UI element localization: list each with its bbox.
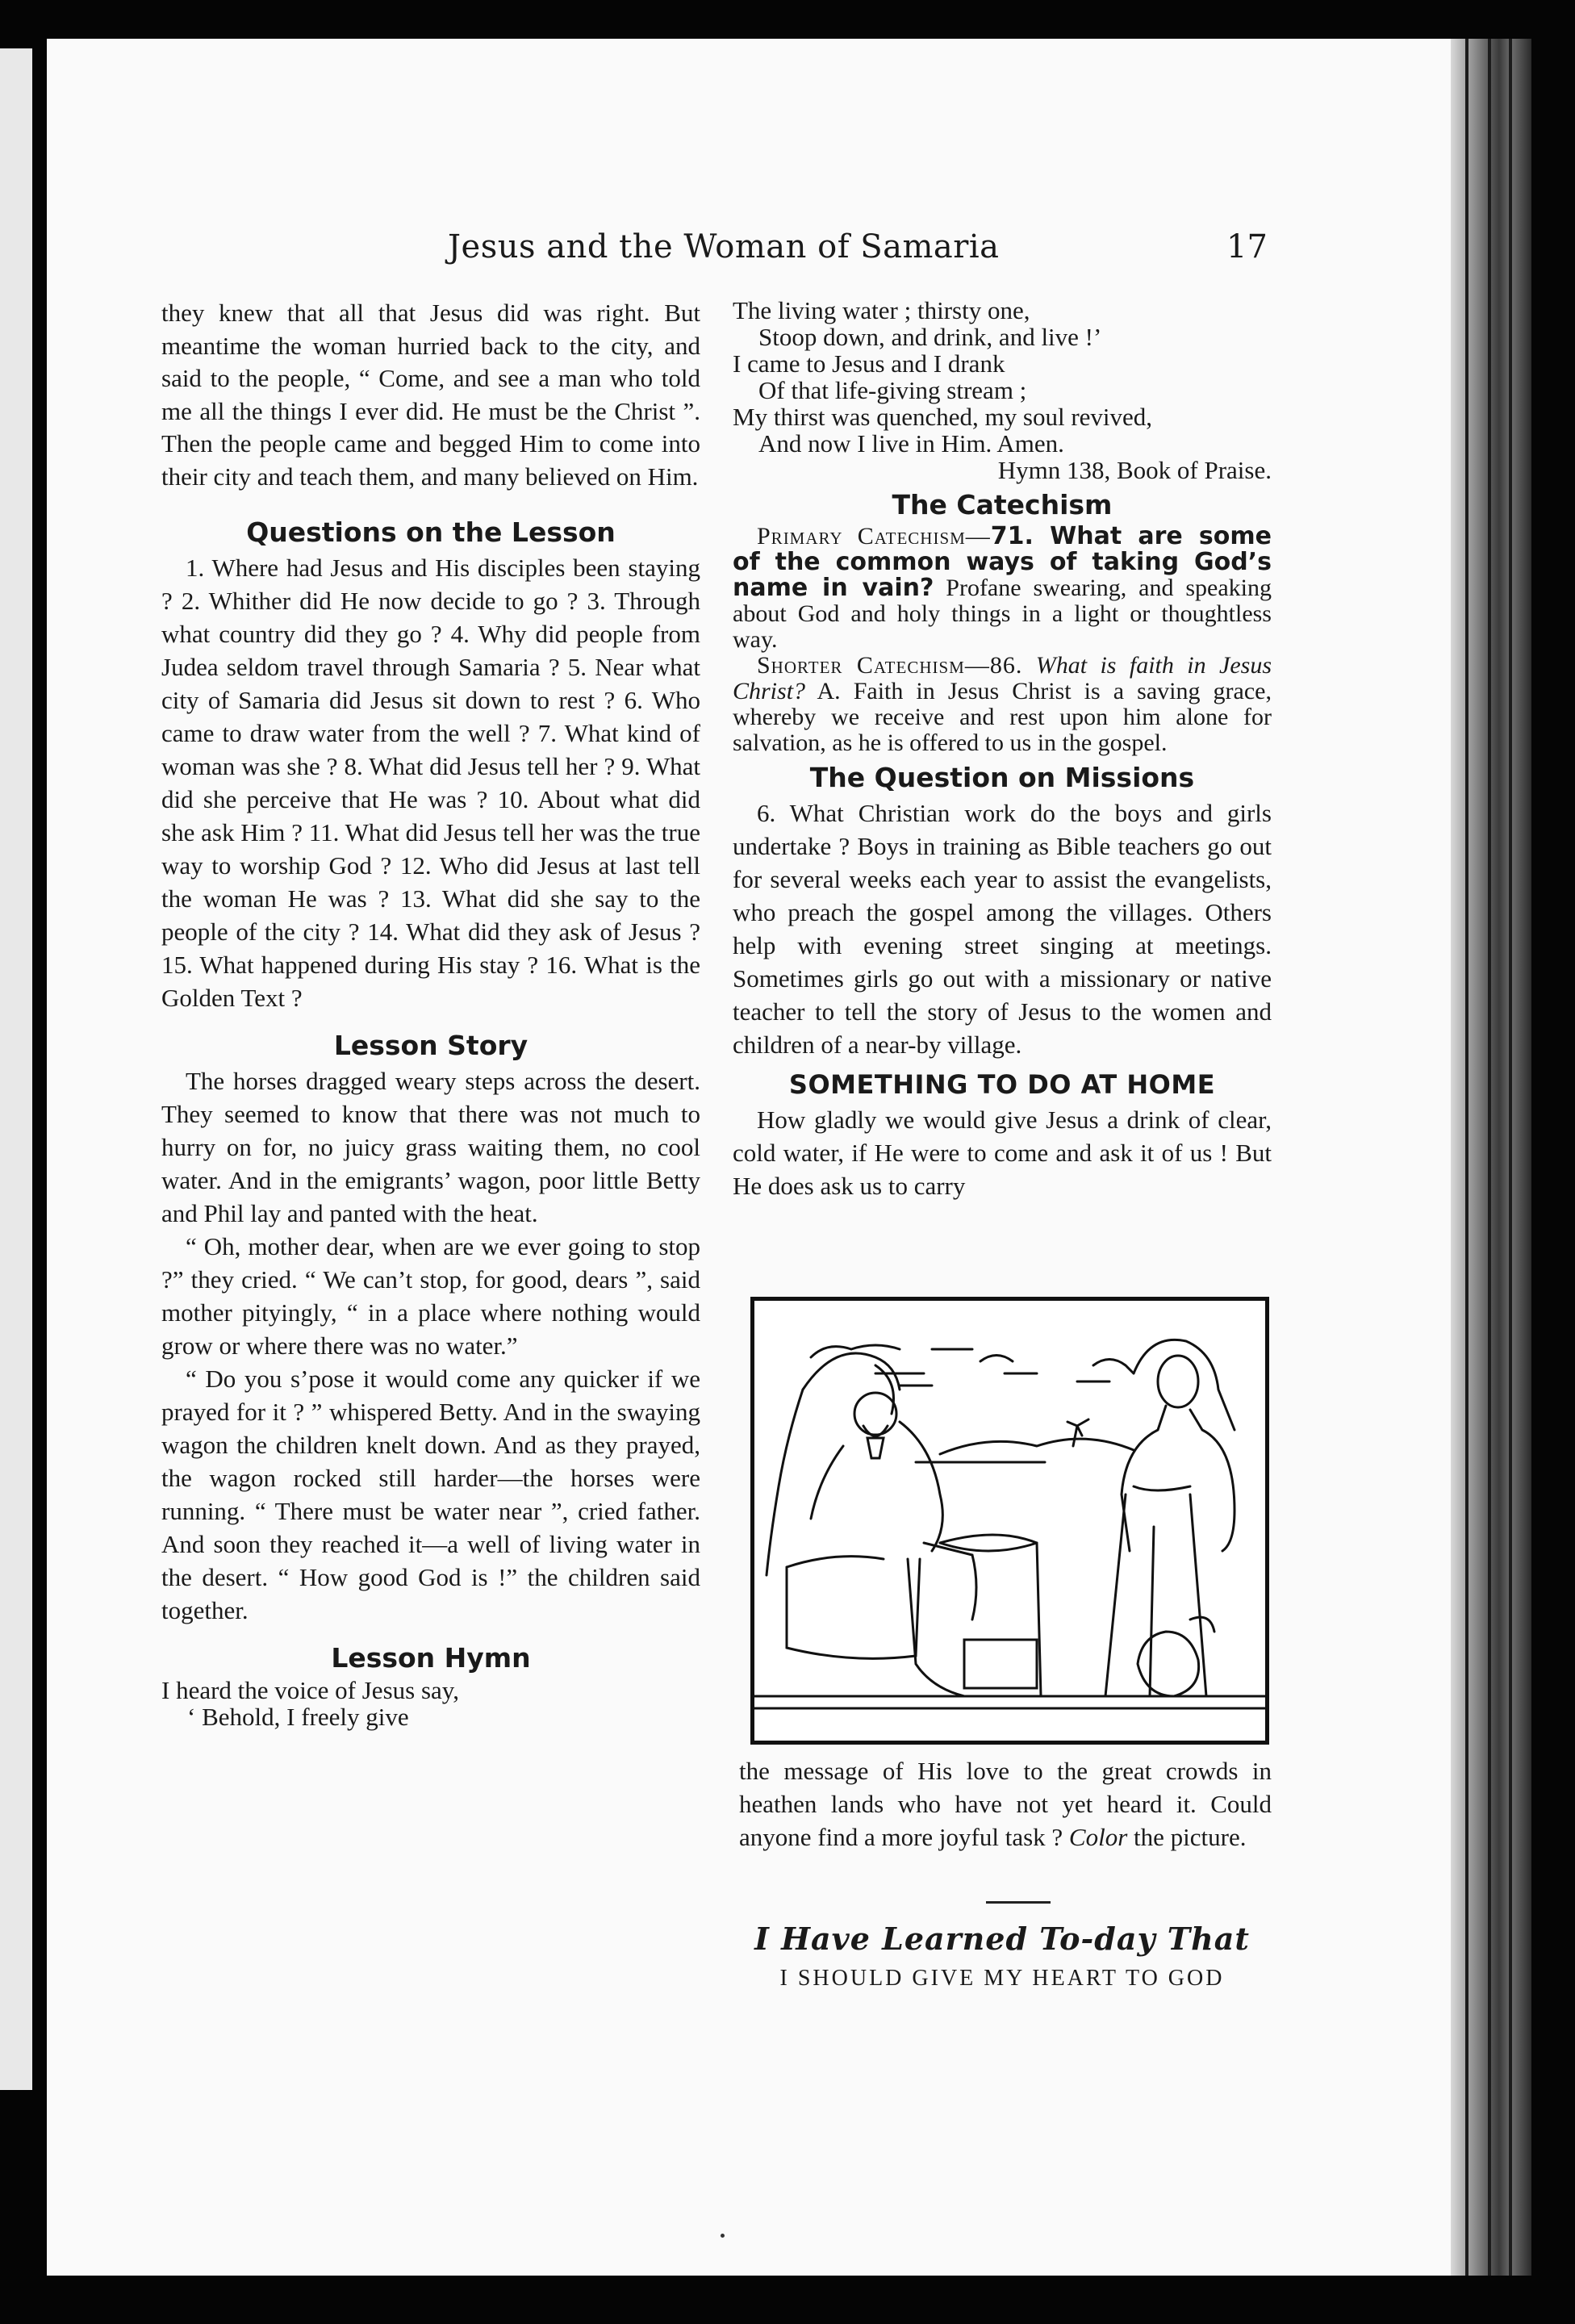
color-instruction: Color (1068, 1823, 1128, 1851)
lesson-hymn-heading: Lesson Hymn (331, 1642, 531, 1674)
hymn-line: My thirst was quenched, my soul revived, (733, 403, 1153, 431)
home-paragraph-2 (739, 1754, 1272, 1854)
hymn-line: The living water ; thirsty one, (733, 296, 1030, 324)
hymn-line: And now I live in Him. Amen. (758, 429, 1064, 458)
learned-today-heading: I Have Learned To-day That (754, 1921, 1250, 1957)
questions-heading: Questions on the Lesson (246, 516, 616, 548)
missions-heading: The Question on Missions (809, 762, 1195, 793)
home-paragraph-2-end: the picture. (1127, 1823, 1247, 1851)
shorter-catechism (733, 653, 1272, 756)
catechism-heading: The Catechism (892, 489, 1113, 520)
divider-rule (986, 1901, 1051, 1904)
right-column (733, 297, 1272, 1202)
home-continuation (739, 1754, 1272, 1854)
questions-paragraph: 1. Where had Jesus and His disciples been staying ? 2. Whither did He now decide to go ? 3. Through what country did they go ? 4. Why did people from Judea seldom travel through Samaria ? 5. Near what city of Samaria did Jesus sit down to rest ? 6. Who came to draw water from the well ? 7. What kind of woman was she ? 8. What did Jesus tell her ? 9. What did she perceive that He was ? 10. About what did she ask Him ? 11. What did Jesus tell her was the true way to worship God ? 12. Who did Jesus at last tell the woman He was ? 13. What did she say to the people of the city ? 14. What did they ask of Jesus ? 15. What happened during His stay ? 16. What is the Golden Text ? (161, 554, 700, 1012)
story-paragraph-3: “ Do you s’pose it would come any quicker if we prayed for it ? ” whispered Betty. And in the swaying wagon the children knelt down. And as they prayed, the wagon rocked still harder—the horses were running. “ There must be water near ”, cried father. And soon they reached it—a well of living water in the desert. “ How good God is !” the children said together. (161, 1365, 700, 1624)
intro-paragraph: they knew that all that Jesus did was right. But meantime the woman hurried back to the city, and said to the people, “ Come, and see a man who told me all the things I ever did. He must be the Christ ”. Then the people came and begged Him to come into their city and teach them, and many believed on Him. (161, 299, 700, 491)
jesus-and-woman-at-well-illustration (750, 1297, 1269, 1745)
primary-catechism-answer: Profane swearing, and speaking about God and holy things in a light or thoughtless way. (733, 575, 1272, 653)
story-paragraph-2: “ Oh, mother dear, when are we ever going to stop ?” they cried. “ We can’t stop, for good, dears ”, said mother pityingly, “ in a place where nothing would grow or where there was no water.” (161, 1232, 700, 1360)
left-column (161, 297, 700, 1730)
running-head-title: Jesus and the Woman of Samaria (448, 228, 1000, 265)
story-paragraph-1: The horses dragged weary steps across the desert. They seemed to know that there was not much to hurry on for, no juicy grass waiting them, no cool water. And in the emigrants’ wagon, poor little Betty and Phil lay and panted with the heat. (161, 1067, 700, 1227)
missions-paragraph: 6. What Christian work do the boys and girls undertake ? Boys in training as Bible teachers go out for several weeks each year to assist the evangelists, who preach the gospel among the villages. Others help with evening street singing at meetings. Sometimes girls go out with a missionary or native teacher to tell the story of Jesus to the women and children of a near-by village. (733, 799, 1272, 1059)
page-speck (721, 2234, 725, 2238)
hymn-line: I came to Jesus and I drank (733, 349, 1005, 378)
primary-catechism-question: 71. What are some of the common ways of taking God’s name in vain? (733, 522, 1272, 602)
something-to-do-heading: SOMETHING TO DO AT HOME (788, 1069, 1216, 1100)
facing-page-edge (0, 48, 32, 2090)
shorter-catechism-question: What is faith in Jesus Christ? (733, 652, 1272, 704)
learned-today-text: I SHOULD GIVE MY HEART TO GOD (779, 1966, 1225, 1991)
hymn-line: Of that life-giving stream ; (758, 376, 1027, 404)
home-paragraph-2-text: the message of His love to the great crowds in heathen lands who have not yet heard it. Could anyone find a more joyful task ? (739, 1757, 1272, 1851)
primary-catechism (733, 524, 1272, 653)
hymn-line: I heard the voice of Jesus say, (161, 1676, 460, 1704)
shorter-catechism-answer: A. Faith in Jesus Christ is a saving grace, whereby we receive and rest upon him alone for salvation, as he is offered to us in the gospel. (733, 678, 1272, 756)
page-number: 17 (1226, 228, 1268, 265)
book-spine (1451, 39, 1531, 2276)
primary-catechism-label: Primary Catechism— (757, 523, 991, 550)
hymn-source: Hymn 138, Book of Praise. (997, 456, 1272, 484)
hymn-line: ‘ Behold, I freely give (187, 1703, 409, 1731)
home-paragraph-1: How gladly we would give Jesus a drink of clear, cold water, if He were to come and ask it of us ! But He does ask us to carry (733, 1106, 1272, 1200)
hymn-line: Stoop down, and drink, and live !’ (758, 323, 1102, 351)
lesson-story-heading: Lesson Story (333, 1030, 528, 1061)
shorter-catechism-label: Shorter Catechism—86. (757, 652, 1023, 679)
